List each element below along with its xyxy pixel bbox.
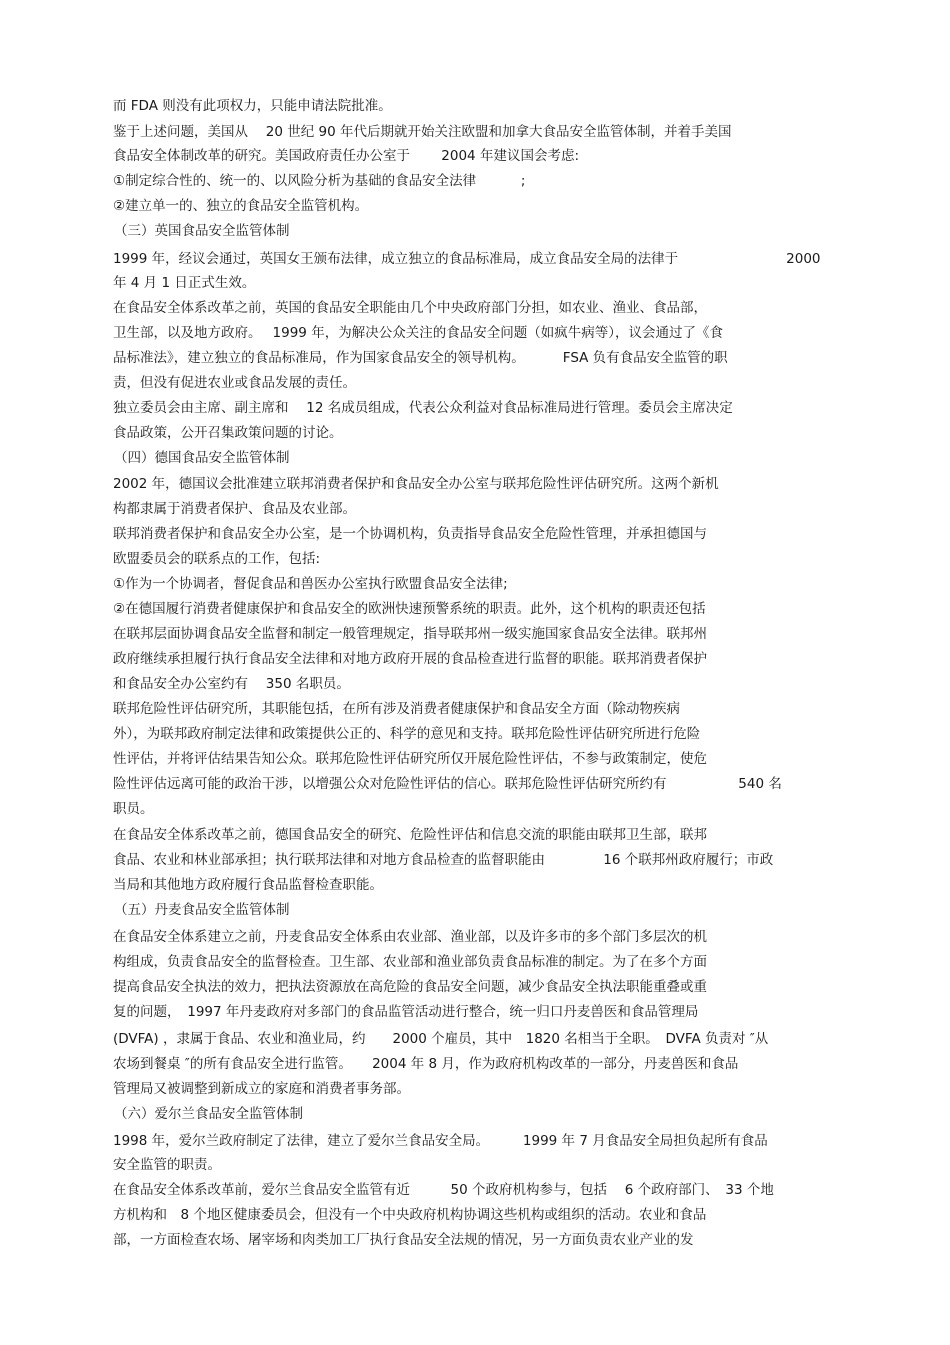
- text-line: 卫生部，以及地方政府。 1999 年，为解决公众关注的食品安全问题（如疯牛病等），议会通过了《食: [113, 325, 723, 341]
- text-line: 责，但没有促进农业或食品发展的责任。: [113, 375, 356, 391]
- text-line: ②建立单一的、独立的食品安全监管机构。: [113, 198, 369, 214]
- text-line: 职员。: [113, 801, 154, 817]
- text-line: 农场到餐桌 ″的所有食品安全进行监管。 2004 年 8 月，作为政府机构改革的一部分，丹麦兽医和食品: [113, 1056, 739, 1072]
- text-line: 1999 年，经议会通过，英国女王颁布法律，成立独立的食品标准局，成立食品安全局的法律于 2000: [113, 251, 821, 267]
- text-line: 食品安全体制改革的研究。美国政府责任办公室于 2004 年建议国会考虑:: [113, 148, 579, 164]
- text-line: 复的问题， 1997 年丹麦政府对多部门的食品监管活动进行整合，统一归口丹麦兽医和食品管理局: [113, 1004, 699, 1020]
- text-line: 2002 年，德国议会批准建立联邦消费者保护和食品安全办公室与联邦危险性评估研究所。这两个新机: [113, 476, 719, 492]
- section-heading: （六）爱尔兰食品安全监管体制: [114, 1106, 303, 1122]
- text-line: 独立委员会由主席、副主席和 12 名成员组成，代表公众利益对食品标准局进行管理。委员会主席决定: [113, 400, 733, 416]
- section-heading: （三）英国食品安全监管体制: [114, 223, 290, 239]
- text-line: 联邦危险性评估研究所，其职能包括，在所有涉及消费者健康保护和食品安全方面（除动物疾病: [113, 701, 680, 717]
- text-line: ②在德国履行消费者健康保护和食品安全的欧洲快速预警系统的职责。此外，这个机构的职责还包括: [113, 601, 706, 617]
- text-line: 外），为联邦政府制定法律和政策提供公正的、科学的意见和支持。联邦危险性评估研究所进行危险: [113, 726, 701, 742]
- text-line: 性评估，并将评估结果告知公众。联邦危险性评估研究所仅开展危险性评估，不参与政策制定，使危: [113, 751, 707, 767]
- text-line: 险性评估远离可能的政治干涉，以增强公众对危险性评估的信心。联邦危险性评估研究所约有 540 名: [113, 776, 782, 792]
- text-line: 1998 年，爱尔兰政府制定了法律，建立了爱尔兰食品安全局。 1999 年 7 月食品安全局担负起所有食品: [113, 1133, 768, 1149]
- text-line: 品标准法》，建立独立的食品标准局，作为国家食品安全的领导机构。 FSA 负有食品安全监管的职: [113, 350, 728, 366]
- text-line: 在食品安全体系改革之前，英国的食品安全职能由几个中央政府部门分担，如农业、渔业、食品部，: [113, 300, 707, 316]
- text-line: 政府继续承担履行执行食品安全法律和对地方政府开展的食品检查进行监督的职能。联邦消费者保护: [113, 651, 707, 667]
- section-heading: （五）丹麦食品安全监管体制: [114, 902, 290, 918]
- text-line: 在食品安全体系改革前，爱尔兰食品安全监管有近 50 个政府机构参与，包括 6 个政府部门、 33 个地: [113, 1182, 774, 1198]
- text-line: 欧盟委员会的联系点的工作，包括:: [113, 551, 321, 567]
- text-line: 年 4 月 1 日正式生效。: [113, 275, 256, 291]
- section-heading: （四）德国食品安全监管体制: [114, 450, 290, 466]
- text-line: 安全监管的职责。: [113, 1157, 221, 1173]
- text-line: 方机构和 8 个地区健康委员会，但没有一个中央政府机构协调这些机构或组织的活动。农业和食品: [113, 1207, 707, 1223]
- text-line: 提高食品安全执法的效力，把执法资源放在高危险的食品安全问题，减少食品安全执法职能重叠或重: [113, 979, 707, 995]
- text-line: 在食品安全体系建立之前，丹麦食品安全体系由农业部、渔业部，以及许多市的多个部门多层次的机: [113, 929, 707, 945]
- text-line: 部，一方面检查农场、屠宰场和肉类加工厂执行食品安全法规的情况，另一方面负责农业产业的发: [113, 1232, 694, 1248]
- text-line: 和食品安全办公室约有 350 名职员。: [113, 676, 350, 692]
- text-line: ①作为一个协调者，督促食品和兽医办公室执行欧盟食品安全法律;: [113, 576, 508, 592]
- text-line: 在食品安全体系改革之前，德国食品安全的研究、危险性评估和信息交流的职能由联邦卫生部，联邦: [113, 827, 707, 843]
- text-line: 鉴于上述问题，美国从 20 世纪 90 年代后期就开始关注欧盟和加拿大食品安全监管体制，并着手美国: [113, 124, 732, 140]
- text-line: ①制定综合性的、统一的、以风险分析为基础的食品安全法律 ;: [113, 173, 526, 189]
- text-line: 构组成，负责食品安全的监督检查。卫生部、农业部和渔业部负责食品标准的制定。为了在多个方面: [113, 954, 707, 970]
- text-line: 当局和其他地方政府履行食品监督检查职能。: [113, 877, 383, 893]
- text-line: 食品、农业和林业部承担；执行联邦法律和对地方食品检查的监督职能由 16 个联邦州政府履行；市政: [113, 852, 774, 868]
- text-line: 在联邦层面协调食品安全监督和制定一般管理规定，指导联邦州一级实施国家食品安全法律。联邦州: [113, 626, 707, 642]
- text-line: (DVFA) ，隶属于食品、农业和渔业局，约 2000 个雇员，其中 1820 名相当于全职。 DVFA 负责对 ″从: [113, 1031, 769, 1047]
- text-line: 食品政策，公开召集政策问题的讨论。: [113, 425, 343, 441]
- text-line: 管理局又被调整到新成立的家庭和消费者事务部。: [113, 1081, 410, 1097]
- text-line: 联邦消费者保护和食品安全办公室，是一个协调机构，负责指导食品安全危险性管理，并承担德国与: [113, 526, 707, 542]
- text-line: 而 FDA 则没有此项权力，只能申请法院批准。: [113, 98, 392, 114]
- text-line: 构都隶属于消费者保护、食品及农业部。: [113, 501, 356, 517]
